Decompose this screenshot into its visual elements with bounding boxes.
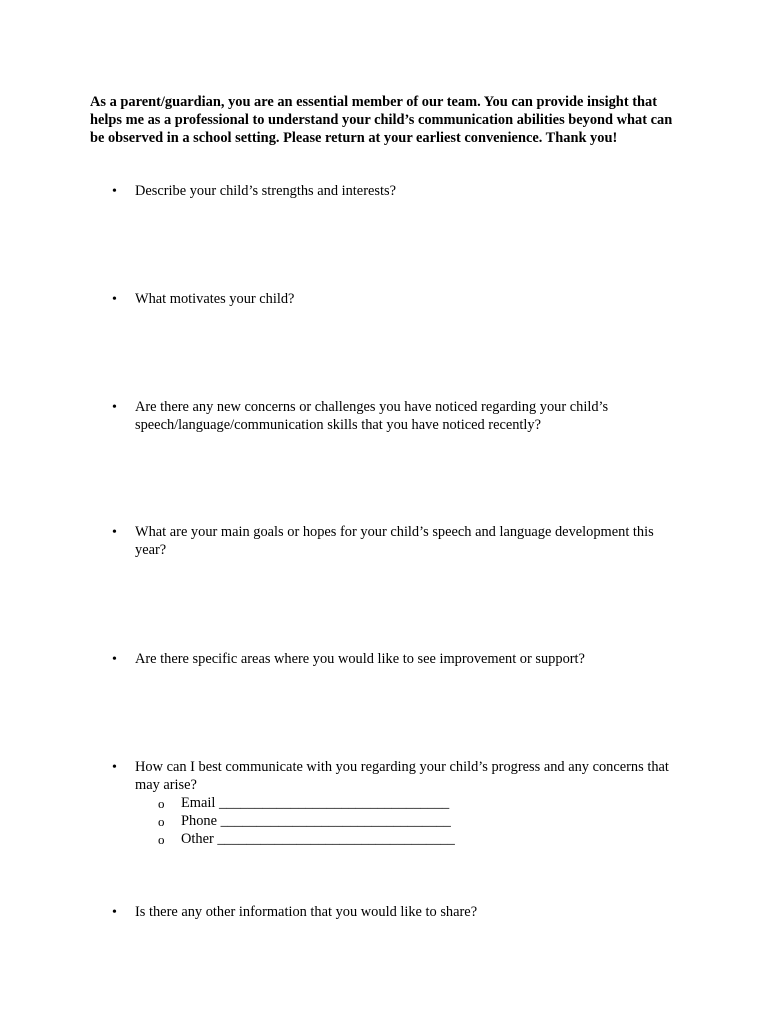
sub-bullet: o	[158, 814, 165, 829]
bullet: •	[112, 184, 117, 199]
question-text: Are there any new concerns or challenges you have noticed regarding your child’s speech/language/communication skills that you have noticed recently?	[135, 399, 609, 433]
question-text: Is there any other information that you would like to share?	[135, 904, 478, 920]
bullet: •	[112, 652, 117, 667]
bullet: •	[112, 292, 117, 307]
bullet: •	[112, 905, 117, 920]
sub-bullet: o	[158, 832, 165, 847]
sub-bullet: o	[158, 796, 165, 811]
question-text: What are your main goals or hopes for your child’s speech and language development this year?	[135, 524, 654, 558]
bullet: •	[112, 400, 117, 415]
question-text: Are there specific areas where you would like to see improvement or support?	[135, 651, 585, 667]
contact-option-text: Phone ________________________________	[181, 813, 451, 829]
contact-option-text: Other _________________________________	[181, 831, 455, 847]
contact-option-text: Email ________________________________	[181, 795, 450, 811]
question-text: What motivates your child?	[135, 291, 295, 307]
question-text: How can I best communicate with you regarding your child’s progress and any concerns that may arise?	[135, 759, 669, 793]
question-text: Describe your child’s strengths and interests?	[135, 183, 396, 199]
bullet: •	[112, 760, 117, 775]
bullet: •	[112, 525, 117, 540]
intro-paragraph: As a parent/guardian, you are an essential member of our team. You can provide insight that helps me as a professional to understand your child’s communication abilities beyond what can be observed in a school setting. Please return at your earliest convenience. Thank you!	[90, 94, 673, 146]
